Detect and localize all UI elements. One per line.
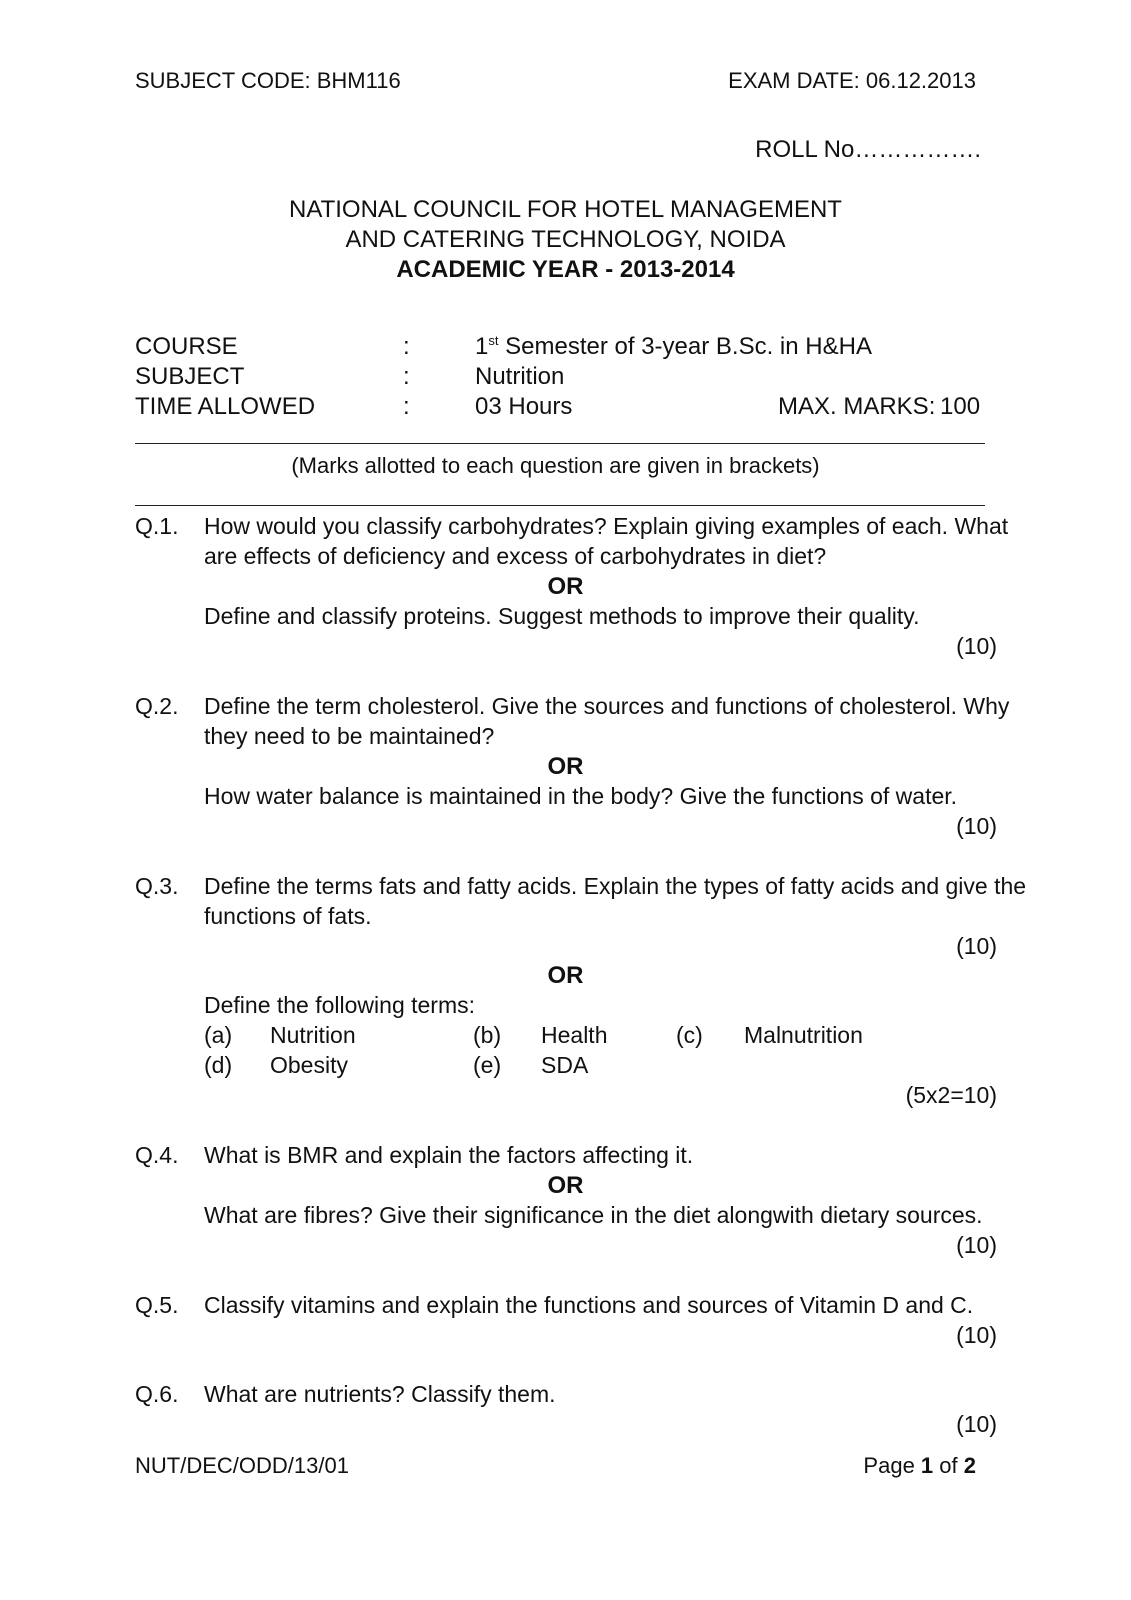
course-value-text: Semester of 3-year B.Sc. in H&HA — [498, 333, 872, 360]
term-label: (e) — [473, 1052, 502, 1078]
course-colon: : — [403, 333, 410, 360]
question-text: Define the terms fats and fatty acids. Explain the types of fatty acids and give the — [204, 873, 1027, 899]
page-of: of — [933, 1453, 964, 1478]
question-text: Classify vitamins and explain the functions and sources of Vitamin D and C. — [204, 1292, 974, 1318]
time-allowed-value: 03 Hours — [475, 393, 573, 420]
subject-label: SUBJECT — [135, 363, 245, 390]
term-label: (d) — [204, 1052, 233, 1078]
institution-line-1: NATIONAL COUNCIL FOR HOTEL MANAGEMENT — [289, 196, 842, 223]
question-text: are effects of deficiency and excess of carbohydrates in diet? — [204, 543, 827, 569]
course-value — [475, 333, 872, 361]
question-marks: (10) — [956, 933, 997, 959]
question-text: Define the term cholesterol. Give the sources and functions of cholesterol. Why — [204, 693, 1010, 719]
course-ordinal: 1 — [475, 333, 489, 360]
page-number — [863, 1453, 976, 1479]
page-prefix: Page — [863, 1453, 921, 1478]
question-text: Define the following terms: — [204, 992, 476, 1018]
question-number: Q.6. — [135, 1381, 179, 1407]
time-allowed-label: TIME ALLOWED — [135, 393, 316, 420]
course-label: COURSE — [135, 333, 238, 360]
or-separator: OR — [547, 753, 584, 780]
term-name: Obesity — [270, 1052, 348, 1078]
question-marks: (5x2=10) — [905, 1082, 997, 1108]
divider-top — [135, 443, 985, 444]
question-marks: (10) — [956, 1232, 997, 1258]
question-number: Q.3. — [135, 873, 179, 899]
question-marks: (10) — [956, 1322, 997, 1348]
term-name: SDA — [541, 1052, 589, 1078]
term-label: (c) — [676, 1022, 703, 1048]
or-separator: OR — [547, 1172, 584, 1199]
question-text: How would you classify carbohydrates? Explain giving examples of each. What — [204, 513, 1009, 539]
question-marks: (10) — [956, 633, 997, 659]
question-number: Q.2. — [135, 693, 179, 719]
question-number: Q.4. — [135, 1142, 179, 1168]
term-name: Nutrition — [270, 1022, 356, 1048]
academic-year: ACADEMIC YEAR - 2013-2014 — [396, 256, 735, 283]
exam-date: EXAM DATE: 06.12.2013 — [728, 68, 976, 93]
question-marks: (10) — [956, 1411, 997, 1437]
subject-value: Nutrition — [475, 363, 565, 390]
footer-code: NUT/DEC/ODD/13/01 — [135, 1453, 349, 1478]
question-text: What are nutrients? Classify them. — [204, 1381, 556, 1407]
time-colon: : — [403, 393, 410, 420]
question-text: Define and classify proteins. Suggest methods to improve their quality. — [204, 603, 920, 629]
term-name: Health — [541, 1022, 608, 1048]
term-label: (a) — [204, 1022, 233, 1048]
question-number: Q.1. — [135, 513, 179, 539]
page-current: 1 — [920, 1453, 934, 1478]
course-ordinal-suffix: st — [488, 333, 499, 348]
question-text: they need to be maintained? — [204, 723, 495, 749]
subject-code: SUBJECT CODE: BHM116 — [135, 68, 401, 93]
question-text: functions of fats. — [204, 903, 372, 929]
max-marks-label: MAX. MARKS: — [778, 393, 936, 420]
roll-number: ROLL No……………. — [755, 136, 981, 163]
institution-line-2: AND CATERING TECHNOLOGY, NOIDA — [345, 226, 786, 253]
question-text: What is BMR and explain the factors affecting it. — [204, 1142, 694, 1168]
marks-instruction: (Marks allotted to each question are given in brackets) — [291, 453, 820, 478]
or-separator: OR — [547, 962, 584, 989]
divider-bottom — [135, 505, 985, 506]
page-total: 2 — [963, 1453, 976, 1478]
question-text: How water balance is maintained in the body? Give the functions of water. — [204, 783, 958, 809]
question-marks: (10) — [956, 813, 997, 839]
max-marks-value: 100 — [940, 393, 981, 420]
question-number: Q.5. — [135, 1292, 179, 1318]
or-separator: OR — [547, 573, 584, 600]
subject-colon: : — [403, 363, 410, 390]
term-name: Malnutrition — [744, 1022, 863, 1048]
question-text: What are fibres? Give their significance in the diet alongwith dietary sources. — [204, 1202, 983, 1228]
term-label: (b) — [473, 1022, 502, 1048]
